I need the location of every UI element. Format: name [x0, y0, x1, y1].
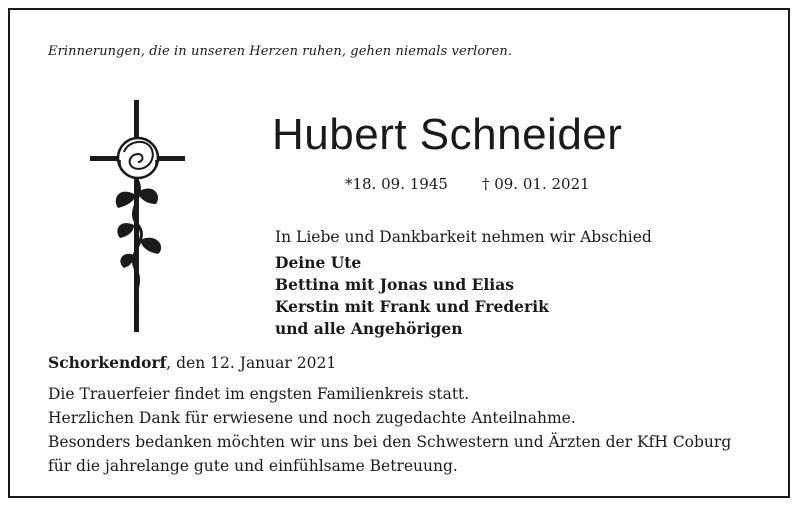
- notice-line: für die jahrelange gute und einfühlsame Betreuung.: [48, 457, 458, 475]
- mourner: Deine Ute: [275, 253, 362, 272]
- mourner: Kerstin mit Frank und Frederik: [275, 297, 549, 316]
- death-date: † 09. 01. 2021: [482, 175, 590, 193]
- motto: Erinnerungen, die in unseren Herzen ruhen, gehen niemals verloren.: [48, 44, 513, 59]
- farewell-line: In Liebe und Dankbarkeit nehmen wir Abschied: [275, 228, 652, 246]
- mourners-list: [275, 252, 549, 340]
- mourner: und alle Angehörigen: [275, 319, 463, 338]
- place-date: [48, 353, 336, 372]
- notice-line: Die Trauerfeier findet im engsten Familienkreis statt.: [48, 385, 470, 403]
- notice-line: Besonders bedanken möchten wir uns bei den Schwestern und Ärzten der KfH Coburg: [48, 433, 732, 451]
- birth-date: *18. 09. 1945: [345, 175, 448, 193]
- deceased-name: Hubert Schneider: [272, 110, 623, 159]
- obituary-frame: [8, 8, 790, 498]
- notice-line: Herzlichen Dank für erwiesene und noch zugedachte Anteilnahme.: [48, 409, 576, 427]
- date-text: , den 12. Januar 2021: [166, 354, 337, 372]
- place: Schorkendorf: [48, 353, 167, 372]
- mourner: Bettina mit Jonas und Elias: [275, 275, 514, 294]
- cross-with-rose-icon: [78, 100, 198, 340]
- notice-text: [48, 382, 731, 478]
